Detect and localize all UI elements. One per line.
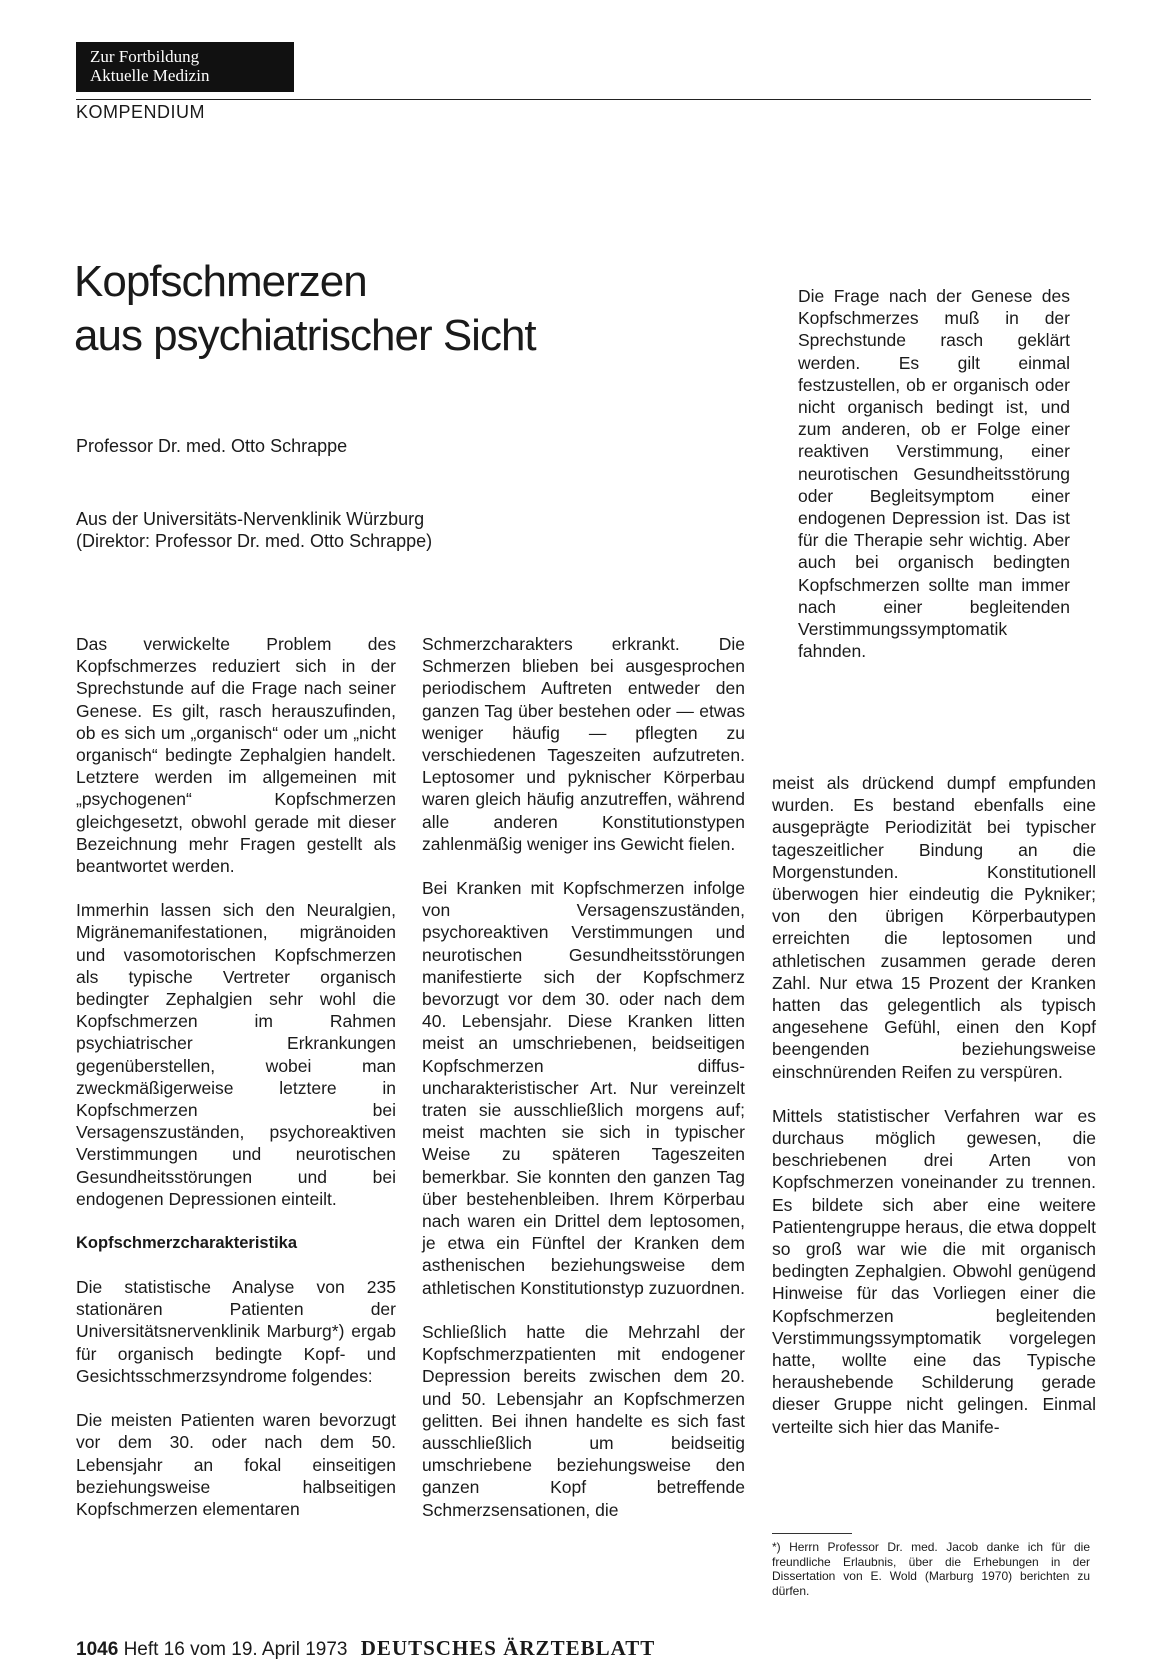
paragraph: Das verwickelte Problem des Kopfschmerzes reduziert sich in der Sprechstunde auf die Frage nach seiner Genese. Es gilt, rasch herauszufinden, ob es sich um „organisch“ oder um „nicht organisch“ bedingte Zephalgien handelt. Letztere werden im allgemeinen mit „psychogenen“ Kopfschmerzen gleichgesetzt, obwohl gerade mit dieser Bezeichnung mehr Fragen gestellt als beantwortet werden. — [76, 634, 396, 877]
paragraph: Schließlich hatte die Mehrzahl der Kopfschmerzpatienten mit endogener Depression bereits zwischen dem 20. und 50. Lebensjahr an Kopfschmerzen gelitten. Bei ihnen handelte es sich fast ausschließlich um beidseitig umschriebene beziehungsweise den ganzen Kopf betreffende Schmerzsensationen, die — [422, 1321, 745, 1520]
paragraph: meist als drückend dumpf empfunden wurden. Es bestand ebenfalls eine ausgeprägte Periodizität bei typischer tageszeitlicher Bindung an die Morgenstunden. Konstitutionell überwogen hier eindeutig die Pykniker; von den übrigen Körperbautypen erreichten die leptosomen und athletischen zusammen gerade deren Zahl. Nur etwa 15 Prozent der Kranken hatten das gelegentlich als typisch angesehene Gefühl, einen den Kopf beengenden beziehungsweise einschnürenden Reifen zu verspüren. — [772, 773, 1096, 1082]
text-column-3 — [772, 772, 1096, 1460]
article-intro: Die Frage nach der Genese des Kopfschmerzes muß in der Sprechstunde rasch geklärt werden. Es gilt einmal festzustellen, ob er organisch oder nicht organisch bedingt ist, und zum anderen, ob er Folge einer reaktiven Verstimmung, einer neurotischen Gesundheitsstörung oder Begleitsymptom einer endogenen Depression ist. Das ist für die Therapie sehr wichtig. Aber auch bei organisch bedingten Kopfschmerzen sollte man immer nach einer begleitenden Verstimmungssymptomatik fahnden. — [798, 286, 1070, 662]
text-column-1 — [76, 633, 396, 1542]
page-number: 1046 — [76, 1639, 119, 1660]
paragraph: Bei Kranken mit Kopfschmerzen infolge von Versagenszuständen, psychoreaktiven Verstimmungen und neurotischen Gesundheitsstörungen manifestierte sich der Kopfschmerz bevorzugt vor dem 30. oder nach dem 40. Lebensjahr. Diese Kranken litten meist an umschriebenen, beidseitigen Kopfschmerzen diffus-uncharakteristischer Art. Nur vereinzelt traten sie ausschließlich morgens auf; meist machten sie sich in typischer Weise zu späteren Tageszeiten bemerkbar. Sie konnten den ganzen Tag über bestehenbleiben. Ihrem Körperbau nach waren ein Drittel dem leptosomen, je etwa ein Fünftel der Kranken dem asthenischen beziehungsweise dem athletischen Konstitutionstyp zuzuordnen. — [422, 878, 745, 1298]
paragraph: Mittels statistischer Verfahren war es durchaus möglich gewesen, die beschriebenen drei Arten von Kopfschmerzen voneinander zu trennen. Es bildete sich aber eine weitere Patientengruppe heraus, die etwa doppelt so groß war wie die mit organisch bedingten Zephalgien. Obwohl genügend Hinweise für das Vorliegen einer die Kopfschmerzen begleitenden Verstimmungssymptomatik vorgelegen hatte, wollte eine das Typische heraushebende Schilderung gerade dieser Gruppe nicht gelingen. Einmal verteilte sich hier das Manife- — [772, 1105, 1096, 1437]
affiliation — [76, 508, 432, 552]
author-line: Professor Dr. med. Otto Schrappe — [76, 436, 348, 456]
affiliation-line-1: Aus der Universitäts-Nervenklinik Würzburg — [76, 509, 425, 529]
footnote-rule — [772, 1533, 852, 1534]
magazine-name: DEUTSCHES ÄRZTEBLATT — [360, 1636, 656, 1660]
series-label-line-1: Zur Fortbildung — [90, 47, 200, 66]
paragraph: Die meisten Patienten waren bevorzugt vor dem 30. oder nach dem 50. Lebensjahr an fokal einseitigen beziehungsweise halbseitigen Kopfschmerzen elementaren — [76, 1410, 396, 1519]
header-rule — [76, 99, 1091, 100]
issue-info: Heft 16 vom 19. April 1973 — [123, 1639, 348, 1660]
subheading: Kopfschmerzcharakteristika — [76, 1234, 298, 1253]
text-column-2 — [422, 633, 745, 1543]
affiliation-line-2: (Direktor: Professor Dr. med. Otto Schrappe) — [76, 531, 433, 551]
section-label: KOMPENDIUM — [76, 102, 206, 122]
series-label — [76, 42, 294, 92]
article-title-line-1: Kopfschmerzen — [74, 257, 367, 306]
page-footer — [76, 1636, 655, 1661]
article-title-line-2: aus psychiatrischer Sicht — [74, 311, 536, 360]
footnote: *) Herrn Professor Dr. med. Jacob danke ich für die freundliche Erlaubnis, über die Erhebungen in der Dissertation von E. Wold (Marburg 1970) berichten zu dürfen. — [772, 1540, 1090, 1598]
article-title — [74, 255, 536, 363]
paragraph: Immerhin lassen sich den Neuralgien, Migränemanifestationen, migränoiden und vasomotorischen Kopfschmerzen als typische Vertreter organisch bedingter Zephalgien sehr wohl die Kopfschmerzen im Rahmen psychiatrischer Erkrankungen gegenüberstellen, wobei man zweckmäßigerweise letztere in Kopfschmerzen bei Versagenszuständen, psychoreaktiven Verstimmungen und neurotischen Gesundheitsstörungen und bei endogenen Depressionen einteilt. — [76, 900, 396, 1209]
paragraph: Schmerzcharakters erkrankt. Die Schmerzen blieben bei ausgesprochen periodischem Auftreten entweder den ganzen Tag über bestehen oder — etwas weniger häufig — pflegten zu verschiedenen Tageszeiten aufzutreten. Leptosomer und pyknischer Körperbau waren gleich häufig anzutreffen, während alle anderen Konstitutionstypen zahlenmäßig weniger ins Gewicht fielen. — [422, 634, 745, 854]
series-label-line-2: Aktuelle Medizin — [90, 66, 210, 85]
paragraph: Die statistische Analyse von 235 stationären Patienten der Universitätsnervenklinik Marburg*) ergab für organisch bedingte Kopf- und Gesichtsschmerzsyndrome folgendes: — [76, 1277, 396, 1386]
